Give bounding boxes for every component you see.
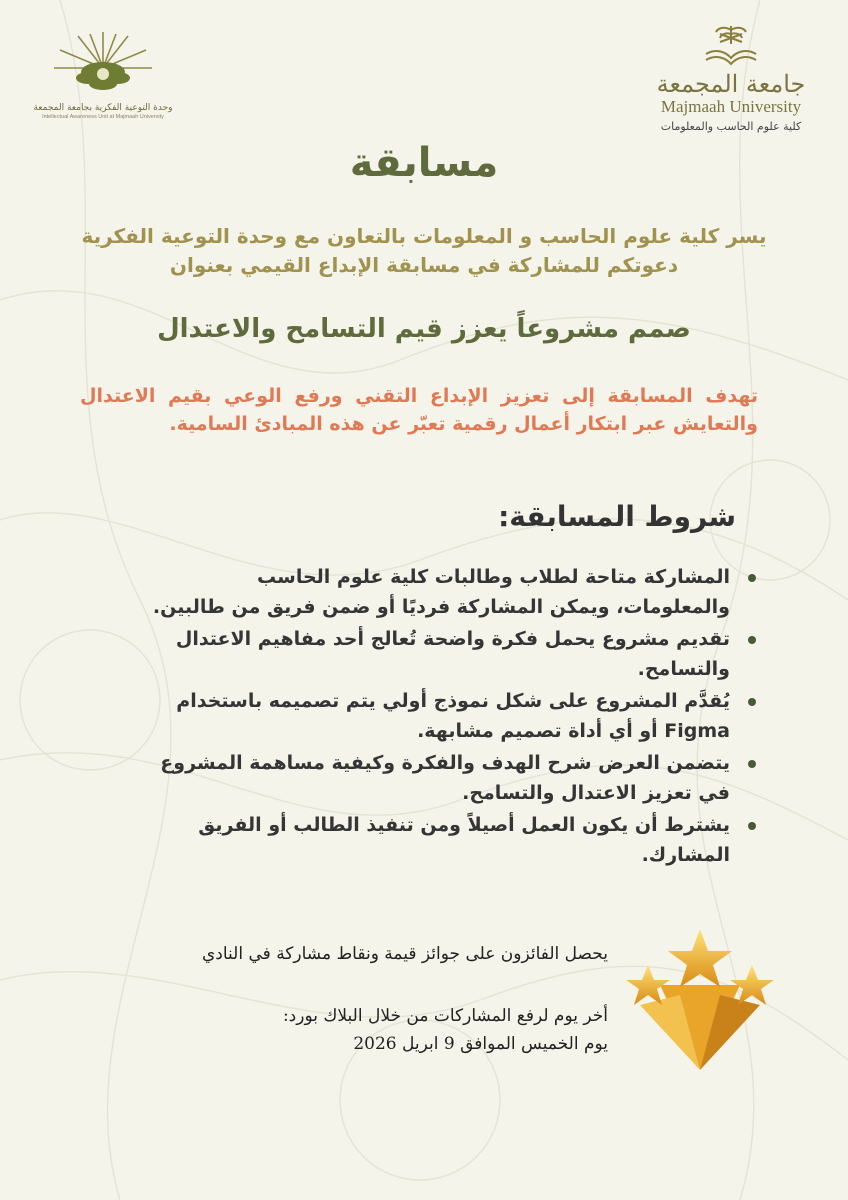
competition-goal: تهدف المسابقة إلى تعزيز الإبداع التقني ورفع الوعي بقيم الاعتدال والتعايش عبر ابتكار أعمال رقمية تعبّر عن هذه المبادئ السامية.	[80, 385, 758, 435]
leaf-sun-emblem-icon	[48, 28, 158, 98]
list-item: تقديم مشروع يحمل فكرة واضحة تُعالج أحد مفاهيم الاعتدال والتسامح.	[150, 624, 758, 684]
invitation-line-2: دعوتكم للمشاركة في مسابقة الإبداع القيمي بعنوان	[169, 253, 679, 277]
unit-name-en: Intellectual Awareness Unit at Majmaah University	[42, 114, 164, 120]
deadline-block	[283, 1002, 608, 1058]
unit-name-ar: وحدة التوعية الفكرية بجامعة المجمعة	[33, 103, 173, 113]
conditions-list	[150, 562, 758, 872]
university-name-ar: جامعة المجمعة	[656, 70, 806, 98]
conditions-heading: شروط المسابقة:	[498, 500, 736, 533]
competition-theme: صمم مشروعاً يعزز قيم التسامح والاعتدال	[157, 314, 691, 344]
page-title: مسابقة	[349, 140, 499, 186]
university-logo	[636, 22, 826, 133]
deadline-label: أخر يوم لرفع المشاركات من خلال البلاك بورد:	[282, 1006, 608, 1026]
gold-stars-icon	[620, 925, 780, 1075]
deadline-date: يوم الخميس الموافق 9 ابريل 2026	[353, 1034, 608, 1054]
palm-swords-emblem-icon	[696, 22, 766, 70]
awareness-unit-logo	[28, 28, 178, 120]
list-item: يُقدَّم المشروع على شكل نموذج أولي يتم تصميمه باستخدام Figma أو أي أداة تصميم مشابهة.	[150, 686, 758, 746]
prize-note: يحصل الفائزون على جوائز قيمة ونقاط مشاركة في النادي	[202, 944, 608, 964]
list-item: يشترط أن يكون العمل أصيلاً ومن تنفيذ الطالب أو الفريق المشارك.	[150, 810, 758, 870]
university-name-en: Majmaah University	[660, 97, 802, 116]
list-item: المشاركة متاحة لطلاب وطالبات كلية علوم الحاسب والمعلومات، ويمكن المشاركة فرديًا أو ضمن فريق من طالبين.	[150, 562, 758, 622]
invitation-line-1: يسر كلية علوم الحاسب و المعلومات بالتعاون مع وحدة التوعية الفكرية	[81, 224, 767, 248]
college-name: كلية علوم الحاسب والمعلومات	[660, 120, 802, 133]
list-item: يتضمن العرض شرح الهدف والفكرة وكيفية مساهمة المشروع في تعزيز الاعتدال والتسامح.	[150, 748, 758, 808]
invitation-text	[60, 222, 788, 280]
